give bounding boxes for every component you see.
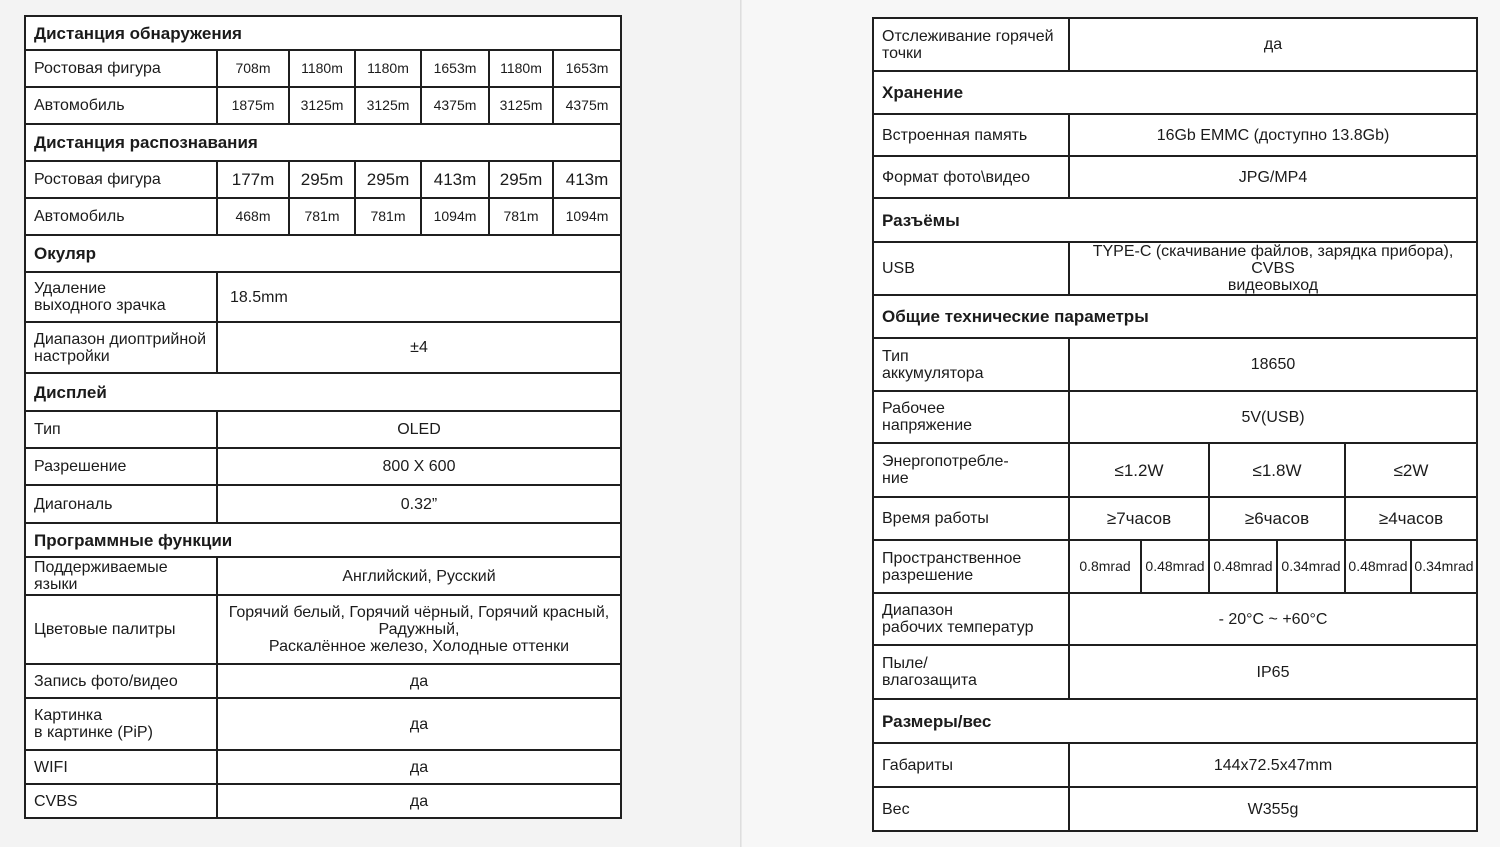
row-label: WIFI [25,750,217,784]
table-row [25,664,621,698]
value-cell: 1180m [289,50,355,87]
value-cell: 0.48mrad [1141,540,1209,593]
section-title-connectors: Разъёмы [873,198,1477,242]
row-label: Вес [873,787,1069,831]
section-title-detection: Дистанция обнаружения [25,16,621,50]
value-cell: 468m [217,198,289,235]
value-cell: 0.48mrad [1345,540,1411,593]
value-cell: 5V(USB) [1069,391,1477,443]
row-label: USB [873,242,1069,295]
table-row [873,242,1477,295]
table-row [25,161,621,198]
value-cell: ≥6часов [1209,497,1345,540]
row-label: Отслеживание горячей точки [873,18,1069,71]
table-row [25,557,621,595]
value-cell: 1180m [355,50,421,87]
section-row [873,198,1477,242]
value-cell: 708m [217,50,289,87]
section-title-storage: Хранение [873,71,1477,114]
row-label: Картинка в картинке (PiP) [25,698,217,750]
row-label: Поддерживаемые языки [25,557,217,595]
value-cell: - 20°C ~ +60°C [1069,593,1477,645]
row-label: Пространственное разрешение [873,540,1069,593]
row-label: Диагональ [25,485,217,523]
value-cell: IP65 [1069,645,1477,699]
value-cell: 1094m [553,198,621,235]
value-cell: 177m [217,161,289,198]
section-row [25,124,621,161]
table-row [873,743,1477,787]
table-row [873,497,1477,540]
value-cell: 18.5mm [217,272,621,322]
section-title-software: Программные функции [25,523,621,557]
row-label: Габариты [873,743,1069,787]
section-row [25,523,621,557]
row-label: Разрешение [25,448,217,485]
value-cell: да [217,750,621,784]
table-row [25,198,621,235]
value-cell: 295m [489,161,553,198]
value-cell: 144x72.5x47mm [1069,743,1477,787]
section-row [25,373,621,411]
value-cell: ≤2W [1345,443,1477,497]
table-row [873,645,1477,699]
value-cell: 781m [355,198,421,235]
table-row [873,114,1477,156]
table-row [25,448,621,485]
value-cell: 295m [289,161,355,198]
value-cell: 781m [289,198,355,235]
section-row [25,16,621,50]
value-cell: 16Gb EMMC (доступно 13.8Gb) [1069,114,1477,156]
section-title-eyepiece: Окуляр [25,235,621,272]
value-cell: Горячий белый, Горячий чёрный, Горячий красный, Радужный, Раскалённое железо, Холодные оттенки [217,595,621,664]
table-row [25,698,621,750]
row-label: Встроенная память [873,114,1069,156]
value-cell: 18650 [1069,338,1477,391]
row-label: Ростовая фигура [25,161,217,198]
value-cell: ≤1.8W [1209,443,1345,497]
value-cell: 1180m [489,50,553,87]
row-label: Тип аккумулятора [873,338,1069,391]
value-cell: 0.34mrad [1277,540,1345,593]
table-row [873,391,1477,443]
value-cell: 4375m [421,87,489,124]
row-label: Удаление выходного зрачка [25,272,217,322]
row-label: Диапазон рабочих температур [873,593,1069,645]
value-cell: 3125m [489,87,553,124]
right-spec-table [872,17,1478,832]
value-cell: да [1069,18,1477,71]
section-title-general: Общие технические параметры [873,295,1477,338]
section-row [873,71,1477,114]
value-cell: 1875m [217,87,289,124]
value-cell: 1653m [421,50,489,87]
value-cell: TYPE-C (скачивание файлов, зарядка прибора), CVBS видеовыход [1069,242,1477,295]
value-cell: 781m [489,198,553,235]
section-title-display: Дисплей [25,373,621,411]
row-label: CVBS [25,784,217,818]
row-label: Автомобиль [25,198,217,235]
section-title-recognition: Дистанция распознавания [25,124,621,161]
value-cell: 0.34mrad [1411,540,1477,593]
table-row [25,322,621,373]
table-row [25,485,621,523]
value-cell: да [217,664,621,698]
table-row [873,787,1477,831]
value-cell: 1653m [553,50,621,87]
value-cell: да [217,784,621,818]
row-label: Пыле/ влагозащита [873,645,1069,699]
section-row [873,699,1477,743]
table-row [25,411,621,448]
value-cell: да [217,698,621,750]
table-row [873,338,1477,391]
table-row [25,87,621,124]
value-cell: 413m [421,161,489,198]
table-row [25,750,621,784]
value-cell: 295m [355,161,421,198]
row-label: Формат фото\видео [873,156,1069,198]
section-title-dimensions: Размеры/вес [873,699,1477,743]
value-cell: 0.32” [217,485,621,523]
table-row [25,272,621,322]
value-cell: 0.48mrad [1209,540,1277,593]
row-label: Автомобиль [25,87,217,124]
value-cell: 800 X 600 [217,448,621,485]
value-cell: W355g [1069,787,1477,831]
table-row [25,595,621,664]
row-label: Тип [25,411,217,448]
value-cell: 3125m [289,87,355,124]
value-cell: ±4 [217,322,621,373]
row-label: Ростовая фигура [25,50,217,87]
row-label: Запись фото/видео [25,664,217,698]
section-row [873,295,1477,338]
value-cell: OLED [217,411,621,448]
row-label: Энергопотребле- ние [873,443,1069,497]
value-cell: ≥4часов [1345,497,1477,540]
table-row [25,50,621,87]
left-spec-table [24,15,622,819]
table-row [873,443,1477,497]
value-cell: 3125m [355,87,421,124]
table-row [25,784,621,818]
table-row [873,156,1477,198]
row-label: Диапазон диоптрийной настройки [25,322,217,373]
table-row [873,593,1477,645]
value-cell: Английский, Русский [217,557,621,595]
row-label: Время работы [873,497,1069,540]
value-cell: 1094m [421,198,489,235]
row-label: Рабочее напряжение [873,391,1069,443]
page-gutter [740,0,742,847]
table-row [873,18,1477,71]
value-cell: JPG/MP4 [1069,156,1477,198]
value-cell: 0.8mrad [1069,540,1141,593]
value-cell: ≥7часов [1069,497,1209,540]
section-row [25,235,621,272]
value-cell: ≤1.2W [1069,443,1209,497]
value-cell: 413m [553,161,621,198]
table-row [873,540,1477,593]
row-label: Цветовые палитры [25,595,217,664]
value-cell: 4375m [553,87,621,124]
